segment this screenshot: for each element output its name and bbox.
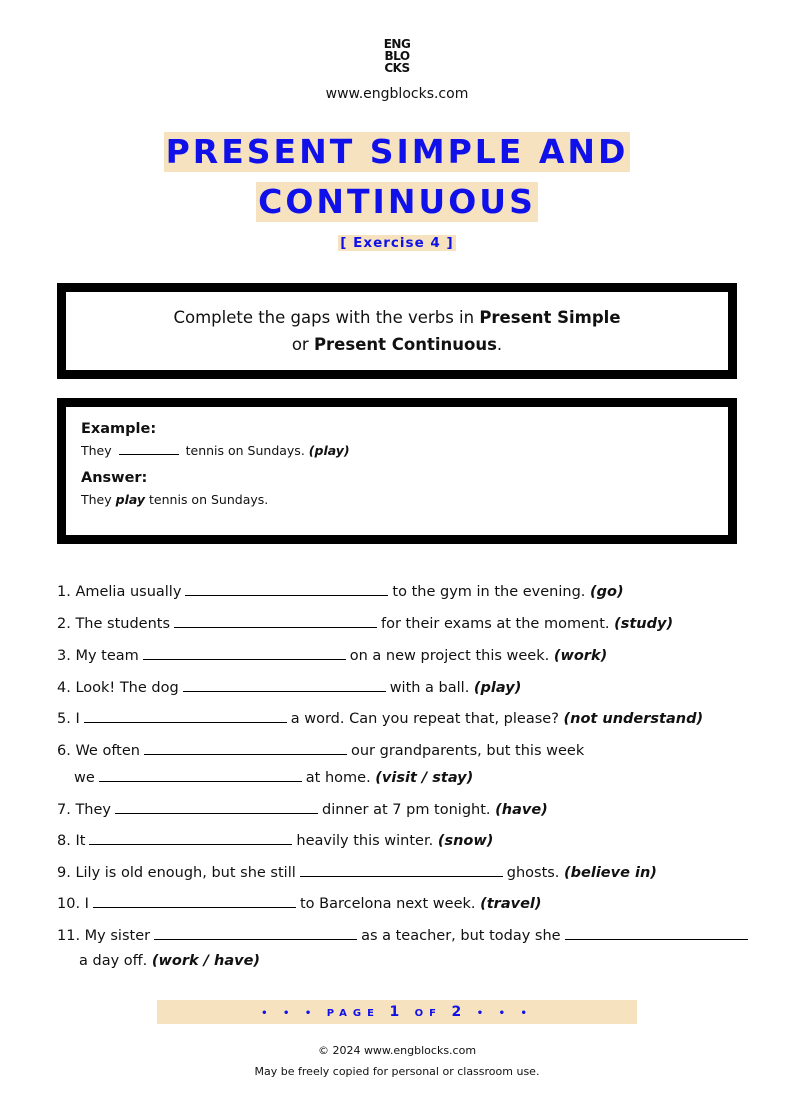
answer-gap[interactable]	[300, 863, 503, 877]
item-text: 3. My team	[57, 648, 139, 664]
list-item	[57, 646, 607, 664]
verb-hint: (travel)	[480, 896, 542, 912]
instructions-bold-2: Present Continuous	[313, 335, 497, 354]
verb-hint: (snow)	[437, 833, 494, 849]
example-text: They	[81, 443, 116, 458]
item-text: we	[74, 770, 95, 786]
answer-label: Answer:	[81, 470, 148, 486]
list-item	[57, 831, 493, 849]
answer-sentence	[81, 492, 713, 507]
list-item	[57, 741, 584, 759]
item-text: heavily this winter.	[296, 833, 434, 849]
answer-gap[interactable]	[565, 926, 748, 940]
item-text: 10. I	[57, 896, 89, 912]
verb-hint: (work / have)	[151, 953, 261, 969]
example-label: Example:	[81, 421, 157, 437]
example-sentence	[81, 443, 713, 458]
list-item	[57, 800, 548, 818]
item-text: to Barcelona next week.	[299, 896, 476, 912]
verb-hint: (believe in)	[564, 865, 657, 881]
example-blank	[119, 443, 179, 455]
example-text: tennis on Sundays.	[181, 443, 309, 458]
answer-gap[interactable]	[89, 831, 292, 845]
instructions-text: .	[496, 335, 503, 354]
item-text: on a new project this week.	[349, 648, 550, 664]
item-text: 11. My sister	[57, 928, 151, 944]
list-item	[57, 709, 703, 727]
item-text: for their exams at the moment.	[381, 616, 610, 632]
item-text: at home.	[305, 770, 371, 786]
exercise-label	[0, 232, 794, 251]
answer-gap[interactable]	[185, 582, 388, 596]
answer-text: They	[81, 492, 116, 507]
item-text: as a teacher, but today she	[361, 928, 561, 944]
instructions-box	[57, 283, 737, 379]
item-text: 7. They	[57, 802, 111, 818]
dots-right: • • •	[476, 1008, 533, 1019]
verb-hint: (study)	[614, 616, 674, 632]
item-text: ghosts.	[506, 865, 560, 881]
list-item-continued	[79, 953, 260, 969]
item-text: 8. It	[57, 833, 86, 849]
instructions-bold-1: Present Simple	[479, 308, 621, 327]
item-text: 4. Look! The dog	[57, 680, 179, 696]
instructions-text: Complete the gaps with the verbs in	[173, 308, 480, 327]
example-hint: (play)	[308, 443, 350, 458]
answer-gap[interactable]	[154, 926, 357, 940]
verb-hint: (visit / stay)	[375, 770, 474, 786]
verb-hint: (not understand)	[563, 711, 704, 727]
item-text: 9. Lily is old enough, but she still	[57, 865, 296, 881]
license-note: May be freely copied for personal or classroom use.	[254, 1065, 540, 1078]
answer-gap[interactable]	[93, 894, 296, 908]
example-box	[57, 398, 737, 544]
answer-gap[interactable]	[99, 768, 302, 782]
page-title	[0, 132, 794, 222]
dots-left: • • •	[261, 1008, 318, 1019]
verb-hint: (play)	[473, 680, 522, 696]
of-word: OF	[414, 1008, 443, 1019]
item-text: with a ball.	[389, 680, 470, 696]
list-item	[57, 894, 542, 912]
item-text: our grandparents, but this week	[350, 743, 585, 759]
page-total: 2	[451, 1004, 468, 1020]
answer-gap[interactable]	[174, 614, 377, 628]
list-item-continued	[74, 768, 473, 786]
page-number: 1	[389, 1004, 406, 1020]
page-word: PAGE	[326, 1008, 380, 1019]
page-indicator	[157, 1000, 637, 1024]
item-text: dinner at 7 pm tonight.	[322, 802, 491, 818]
answer-gap[interactable]	[144, 741, 347, 755]
item-text: to the gym in the evening.	[392, 584, 586, 600]
logo-line: CKS	[384, 61, 410, 75]
item-text: 2. The students	[57, 616, 171, 632]
logo-line: BLO	[384, 49, 410, 63]
list-item	[57, 678, 521, 696]
item-text: 1. Amelia usually	[57, 584, 182, 600]
verb-hint: (have)	[495, 802, 548, 818]
title-line-2: CONTINUOUS	[258, 182, 536, 221]
list-item	[57, 582, 624, 600]
item-text: 5. I	[57, 711, 80, 727]
answer-gap[interactable]	[183, 678, 386, 692]
website-url: www.engblocks.com	[325, 86, 469, 102]
verb-hint: (go)	[590, 584, 624, 600]
item-text: a day off.	[79, 953, 148, 969]
logo-line: ENG	[383, 37, 411, 51]
verb-hint: (work)	[553, 648, 608, 664]
item-text: 6. We often	[57, 743, 140, 759]
title-line-1: PRESENT SIMPLE AND	[165, 132, 629, 171]
logo	[0, 38, 794, 74]
answer-gap[interactable]	[115, 800, 318, 814]
answer-word: play	[115, 492, 146, 507]
answer-gap[interactable]	[143, 646, 346, 660]
copyright: © 2024 www.engblocks.com	[317, 1044, 477, 1057]
list-item	[57, 614, 673, 632]
answer-gap[interactable]	[84, 709, 287, 723]
exercise-number: [ Exercise 4 ]	[340, 235, 454, 251]
item-text: a word. Can you repeat that, please?	[290, 711, 559, 727]
list-item	[57, 863, 657, 881]
instructions-text: or	[291, 335, 314, 354]
list-item	[57, 926, 752, 944]
answer-text: tennis on Sundays.	[145, 492, 269, 507]
